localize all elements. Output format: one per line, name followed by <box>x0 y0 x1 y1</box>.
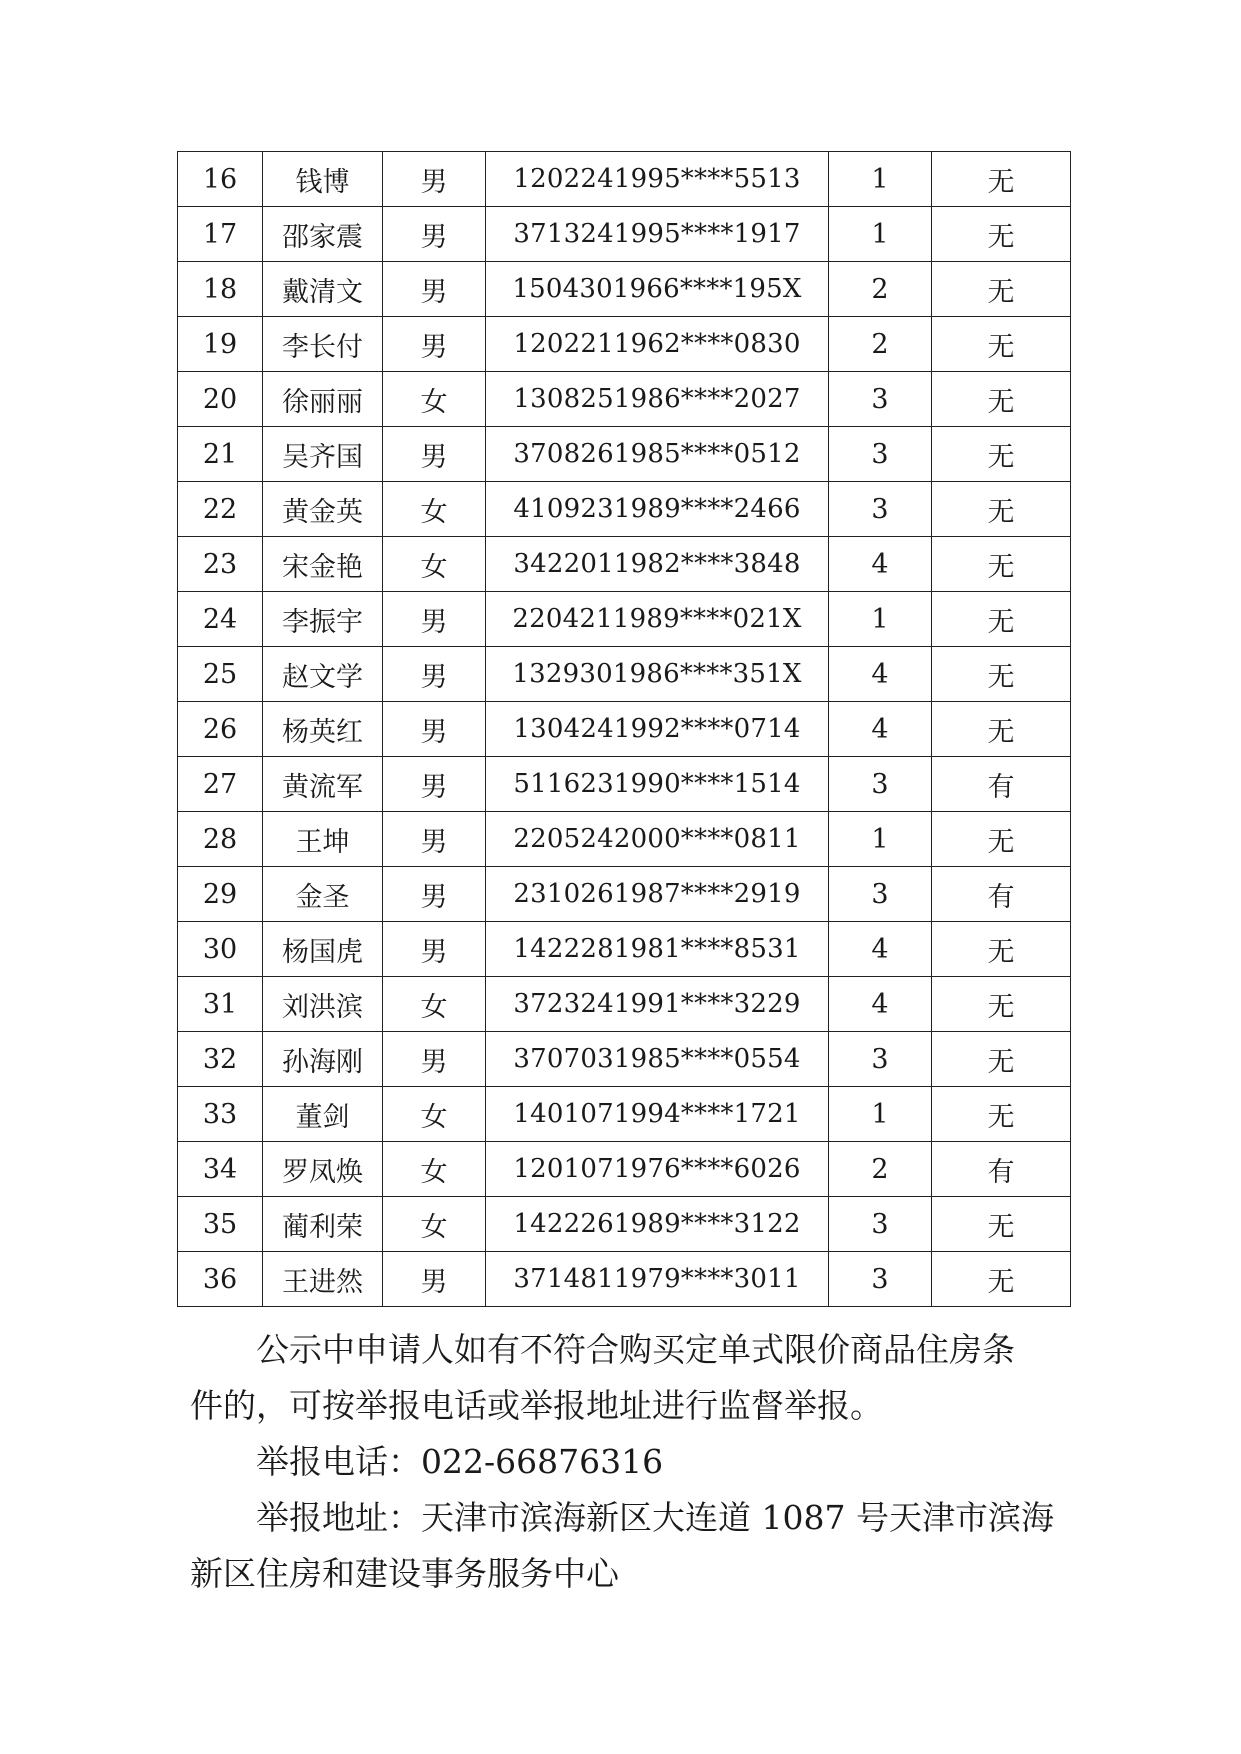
applicant-gender: 女 <box>383 537 486 592</box>
table-row <box>178 1087 1071 1142</box>
household-count: 3 <box>829 372 932 427</box>
record-status: 有 <box>932 757 1071 812</box>
record-status: 无 <box>932 1032 1071 1087</box>
notice-line-1: 公示中申请人如有不符合购买定单式限价商品住房条 <box>256 1330 1015 1369</box>
id-number: 2310261987****2919 <box>486 867 829 922</box>
applicant-gender: 男 <box>383 647 486 702</box>
household-count: 4 <box>829 977 932 1032</box>
record-status: 无 <box>932 482 1071 537</box>
id-number: 2204211989****021X <box>486 592 829 647</box>
applicant-gender: 男 <box>383 702 486 757</box>
table-row <box>178 592 1071 647</box>
row-number: 18 <box>178 262 263 317</box>
table-row <box>178 482 1071 537</box>
record-status: 无 <box>932 427 1071 482</box>
record-status: 有 <box>932 867 1071 922</box>
row-number: 28 <box>178 812 263 867</box>
applicant-gender: 男 <box>383 207 486 262</box>
applicant-name: 戴清文 <box>263 262 383 317</box>
household-count: 3 <box>829 427 932 482</box>
table-row <box>178 867 1071 922</box>
applicant-gender: 男 <box>383 757 486 812</box>
row-number: 21 <box>178 427 263 482</box>
applicant-name: 钱博 <box>263 152 383 207</box>
id-number: 1201071976****6026 <box>486 1142 829 1197</box>
table-row <box>178 1197 1071 1252</box>
table-row <box>178 812 1071 867</box>
record-status: 无 <box>932 977 1071 1032</box>
record-status: 无 <box>932 812 1071 867</box>
report-notice <box>190 1322 1070 1602</box>
applicant-name: 杨英红 <box>263 702 383 757</box>
id-number: 1304241992****0714 <box>486 702 829 757</box>
row-number: 35 <box>178 1197 263 1252</box>
applicant-gender: 女 <box>383 1197 486 1252</box>
table-row <box>178 1252 1071 1307</box>
record-status: 无 <box>932 537 1071 592</box>
household-count: 1 <box>829 1087 932 1142</box>
notice-line-2: 件的，可按举报电话或举报地址进行监督举报。 <box>190 1386 883 1425</box>
applicant-name: 罗凤焕 <box>263 1142 383 1197</box>
id-number: 3422011982****3848 <box>486 537 829 592</box>
table-row <box>178 207 1071 262</box>
applicant-gender: 女 <box>383 482 486 537</box>
id-number: 1329301986****351X <box>486 647 829 702</box>
table-row <box>178 372 1071 427</box>
table-row <box>178 152 1071 207</box>
applicant-name: 董剑 <box>263 1087 383 1142</box>
id-number: 1422281981****8531 <box>486 922 829 977</box>
applicant-gender: 男 <box>383 1032 486 1087</box>
applicant-name: 孙海刚 <box>263 1032 383 1087</box>
household-count: 3 <box>829 482 932 537</box>
table-row <box>178 1032 1071 1087</box>
report-address-line-1: 举报地址：天津市滨海新区大连道 1087 号天津市滨海 <box>256 1498 1054 1537</box>
row-number: 32 <box>178 1032 263 1087</box>
row-number: 30 <box>178 922 263 977</box>
record-status: 无 <box>932 592 1071 647</box>
table-row <box>178 537 1071 592</box>
id-number: 1401071994****1721 <box>486 1087 829 1142</box>
row-number: 34 <box>178 1142 263 1197</box>
applicant-table <box>177 151 1071 1307</box>
id-number: 5116231990****1514 <box>486 757 829 812</box>
id-number: 3713241995****1917 <box>486 207 829 262</box>
household-count: 1 <box>829 592 932 647</box>
household-count: 1 <box>829 152 932 207</box>
table-row <box>178 922 1071 977</box>
household-count: 4 <box>829 702 932 757</box>
id-number: 1504301966****195X <box>486 262 829 317</box>
table-row <box>178 317 1071 372</box>
applicant-name: 宋金艳 <box>263 537 383 592</box>
table-row <box>178 702 1071 757</box>
record-status: 无 <box>932 647 1071 702</box>
row-number: 16 <box>178 152 263 207</box>
id-number: 1422261989****3122 <box>486 1197 829 1252</box>
id-number: 2205242000****0811 <box>486 812 829 867</box>
row-number: 29 <box>178 867 263 922</box>
applicant-name: 王坤 <box>263 812 383 867</box>
applicant-name: 赵文学 <box>263 647 383 702</box>
applicant-gender: 男 <box>383 812 486 867</box>
household-count: 2 <box>829 317 932 372</box>
household-count: 3 <box>829 1032 932 1087</box>
applicant-name: 黄金英 <box>263 482 383 537</box>
applicant-name: 李长付 <box>263 317 383 372</box>
record-status: 无 <box>932 317 1071 372</box>
row-number: 17 <box>178 207 263 262</box>
id-number: 3723241991****3229 <box>486 977 829 1032</box>
applicant-name: 蔺利荣 <box>263 1197 383 1252</box>
record-status: 无 <box>932 922 1071 977</box>
household-count: 2 <box>829 1142 932 1197</box>
household-count: 2 <box>829 262 932 317</box>
applicant-table-body <box>178 152 1071 1307</box>
id-number: 1202211962****0830 <box>486 317 829 372</box>
household-count: 3 <box>829 1197 932 1252</box>
table-row <box>178 427 1071 482</box>
applicant-gender: 男 <box>383 152 486 207</box>
household-count: 3 <box>829 867 932 922</box>
report-address-line-2: 新区住房和建设事务服务中心 <box>190 1554 619 1593</box>
table-row <box>178 262 1071 317</box>
row-number: 36 <box>178 1252 263 1307</box>
household-count: 1 <box>829 207 932 262</box>
applicant-gender: 女 <box>383 372 486 427</box>
id-number: 3708261985****0512 <box>486 427 829 482</box>
applicant-gender: 女 <box>383 1142 486 1197</box>
applicant-name: 王进然 <box>263 1252 383 1307</box>
report-phone: 举报电话：022-66876316 <box>256 1442 664 1481</box>
table-row <box>178 1142 1071 1197</box>
record-status: 无 <box>932 1252 1071 1307</box>
household-count: 4 <box>829 537 932 592</box>
household-count: 3 <box>829 757 932 812</box>
applicant-name: 李振宇 <box>263 592 383 647</box>
applicant-gender: 男 <box>383 592 486 647</box>
applicant-gender: 男 <box>383 867 486 922</box>
row-number: 24 <box>178 592 263 647</box>
row-number: 27 <box>178 757 263 812</box>
record-status: 无 <box>932 702 1071 757</box>
applicant-gender: 男 <box>383 427 486 482</box>
row-number: 23 <box>178 537 263 592</box>
applicant-name: 金圣 <box>263 867 383 922</box>
id-number: 1308251986****2027 <box>486 372 829 427</box>
row-number: 33 <box>178 1087 263 1142</box>
household-count: 4 <box>829 647 932 702</box>
id-number: 3714811979****3011 <box>486 1252 829 1307</box>
record-status: 无 <box>932 262 1071 317</box>
applicant-gender: 男 <box>383 1252 486 1307</box>
id-number: 4109231989****2466 <box>486 482 829 537</box>
applicant-name: 徐丽丽 <box>263 372 383 427</box>
record-status: 无 <box>932 372 1071 427</box>
applicant-gender: 女 <box>383 1087 486 1142</box>
applicant-name: 邵家震 <box>263 207 383 262</box>
row-number: 26 <box>178 702 263 757</box>
record-status: 有 <box>932 1142 1071 1197</box>
record-status: 无 <box>932 152 1071 207</box>
table-row <box>178 757 1071 812</box>
record-status: 无 <box>932 1197 1071 1252</box>
row-number: 19 <box>178 317 263 372</box>
id-number: 3707031985****0554 <box>486 1032 829 1087</box>
applicant-name: 黄流军 <box>263 757 383 812</box>
row-number: 31 <box>178 977 263 1032</box>
household-count: 4 <box>829 922 932 977</box>
household-count: 1 <box>829 812 932 867</box>
applicant-gender: 男 <box>383 262 486 317</box>
applicant-name: 吴齐国 <box>263 427 383 482</box>
record-status: 无 <box>932 207 1071 262</box>
applicant-name: 刘洪滨 <box>263 977 383 1032</box>
row-number: 20 <box>178 372 263 427</box>
applicant-gender: 男 <box>383 922 486 977</box>
row-number: 22 <box>178 482 263 537</box>
household-count: 3 <box>829 1252 932 1307</box>
applicant-name: 杨国虎 <box>263 922 383 977</box>
applicant-gender: 男 <box>383 317 486 372</box>
applicant-gender: 女 <box>383 977 486 1032</box>
table-row <box>178 647 1071 702</box>
record-status: 无 <box>932 1087 1071 1142</box>
id-number: 1202241995****5513 <box>486 152 829 207</box>
table-row <box>178 977 1071 1032</box>
row-number: 25 <box>178 647 263 702</box>
